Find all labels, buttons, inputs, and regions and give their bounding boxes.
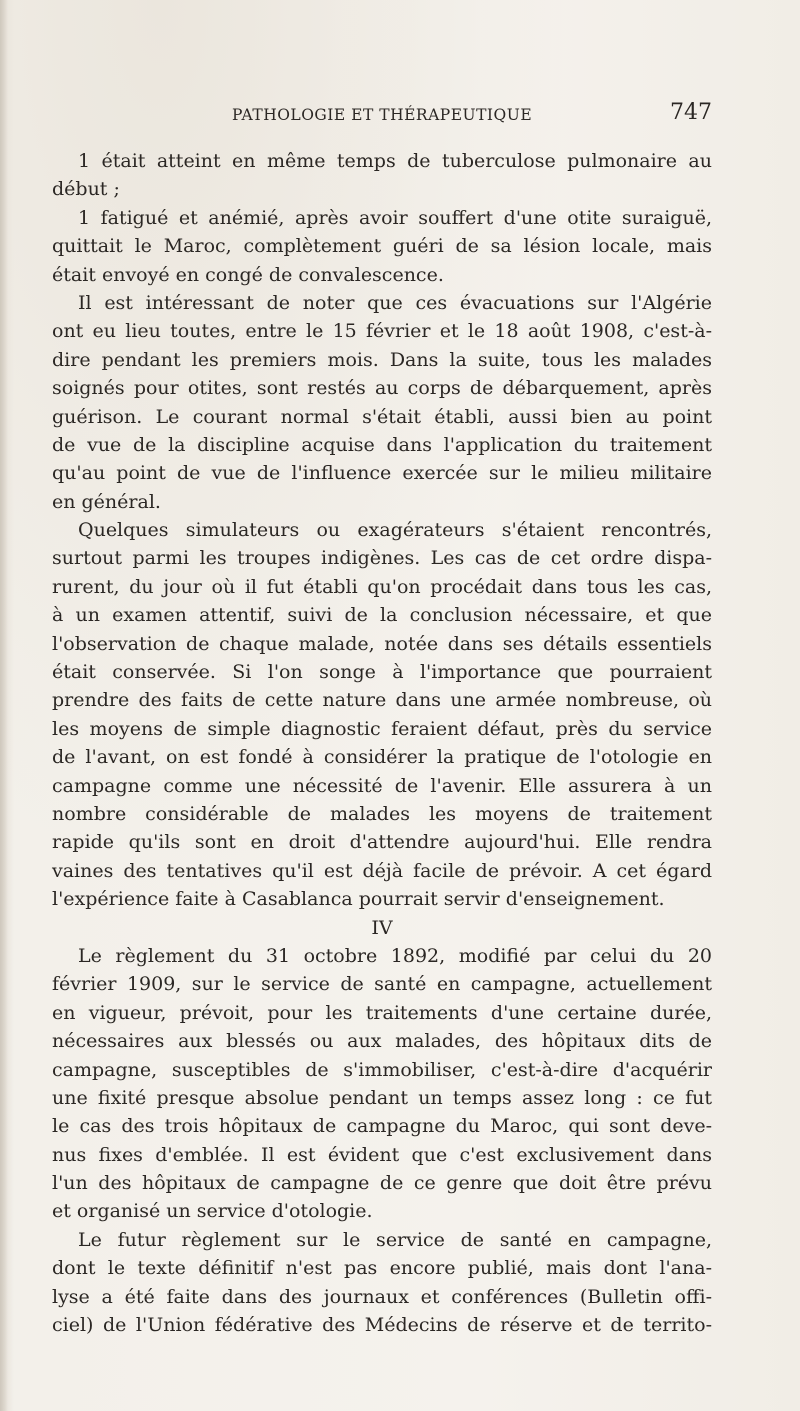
text-line: dire pendant les premiers mois. Dans la suite, tous les malades [52, 348, 712, 371]
text-line: de vue de la discipline acquise dans l'application du traitement [52, 433, 712, 456]
text-line: campagne, susceptibles de s'immobiliser, c'est-à-dire d'acquérir [52, 1058, 712, 1081]
text-line: le cas des trois hôpitaux de campagne du Maroc, qui sont deve- [52, 1115, 712, 1138]
text-line: dont le texte définitif n'est pas encore publié, mais dont l'ana- [52, 1257, 712, 1280]
text-line: guérison. Le courant normal s'était établi, aussi bien au point [52, 405, 712, 428]
text-line: Quelques simulateurs ou exagérateurs s'étaient rencontrés, [78, 519, 712, 542]
text-line: et organisé un service d'otologie. [52, 1200, 373, 1223]
text-line: les moyens de simple diagnostic feraient défaut, près du service [52, 717, 712, 740]
text-line: l'expérience faite à Casablanca pourrait servir d'enseignement. [52, 888, 665, 911]
text-line: février 1909, sur le service de santé en campagne, actuellement [52, 973, 712, 996]
body-text [52, 147, 712, 1339]
section-heading: IV [371, 916, 393, 939]
text-line: ciel) de l'Union fédérative des Médecins de réserve et de territo- [52, 1314, 712, 1337]
text-line: rurent, du jour où il fut établi qu'on procédait dans tous les cas, [52, 575, 712, 598]
text-line: campagne comme une nécessité de l'avenir. Elle assurera à un [52, 774, 712, 797]
text-line: de l'avant, on est fondé à considérer la pratique de l'otologie en [52, 746, 712, 769]
text-line: Le règlement du 31 octobre 1892, modifié par celui du 20 [78, 944, 712, 967]
text-line: l'un des hôpitaux de campagne de ce genre que doit être prévu [52, 1172, 712, 1195]
text-line: lyse a été faite dans des journaux et conférences (Bulletin offi- [52, 1285, 712, 1308]
text-line: en vigueur, prévoit, pour les traitements d'une certaine durée, [52, 1001, 712, 1024]
text-line: en général. [52, 490, 161, 513]
running-head: PATHOLOGIE ET THÉRAPEUTIQUE [232, 106, 533, 124]
text-line: 1 était atteint en même temps de tuberculose pulmonaire au [78, 150, 712, 172]
text-line: rapide qu'ils sont en droit d'attendre aujourd'hui. Elle rendra [52, 831, 712, 854]
text-line: surtout parmi les troupes indigènes. Les cas de cet ordre dispa- [52, 547, 712, 570]
text-line: à un examen attentif, suivi de la conclusion nécessaire, et que [52, 604, 712, 627]
text-line: ont eu lieu toutes, entre le 15 février et le 18 août 1908, c'est-à- [52, 320, 712, 343]
text-line: vaines des tentatives qu'il est déjà facile de prévoir. A cet égard [52, 859, 712, 882]
text-line: prendre des faits de cette nature dans une armée nombreuse, où [52, 689, 712, 712]
text-line: était envoyé en congé de convalescence. [52, 263, 444, 286]
text-line: 1 fatigué et anémié, après avoir souffert d'une otite suraiguë, [78, 206, 712, 229]
text-line: était conservée. Si l'on songe à l'importance que pourraient [52, 661, 712, 684]
text-line: soignés pour otites, sont restés au corps de débarquement, après [52, 377, 712, 400]
text-line: une fixité presque absolue pendant un temps assez long : ce fut [52, 1086, 712, 1109]
page-edge-shadow [0, 0, 8, 1411]
page-header [232, 100, 712, 130]
text-line: Il est intéressant de noter que ces évacuations sur l'Algérie [78, 291, 712, 314]
text-line: nombre considérable de malades les moyens de traitement [52, 802, 712, 825]
text-line: quittait le Maroc, complètement guéri de sa lésion locale, mais [52, 235, 712, 258]
text-line: début ; [52, 178, 120, 201]
text-line: nus fixes d'emblée. Il est évident que c'est exclusivement dans [52, 1143, 712, 1166]
text-line: qu'au point de vue de l'influence exercée sur le milieu militaire [52, 462, 712, 485]
text-line: nécessaires aux blessés ou aux malades, des hôpitaux dits de [52, 1030, 712, 1053]
text-line: Le futur règlement sur le service de santé en campagne, [78, 1228, 712, 1251]
text-line: l'observation de chaque malade, notée dans ses détails essentiels [52, 632, 712, 655]
page-number: 747 [670, 100, 712, 125]
